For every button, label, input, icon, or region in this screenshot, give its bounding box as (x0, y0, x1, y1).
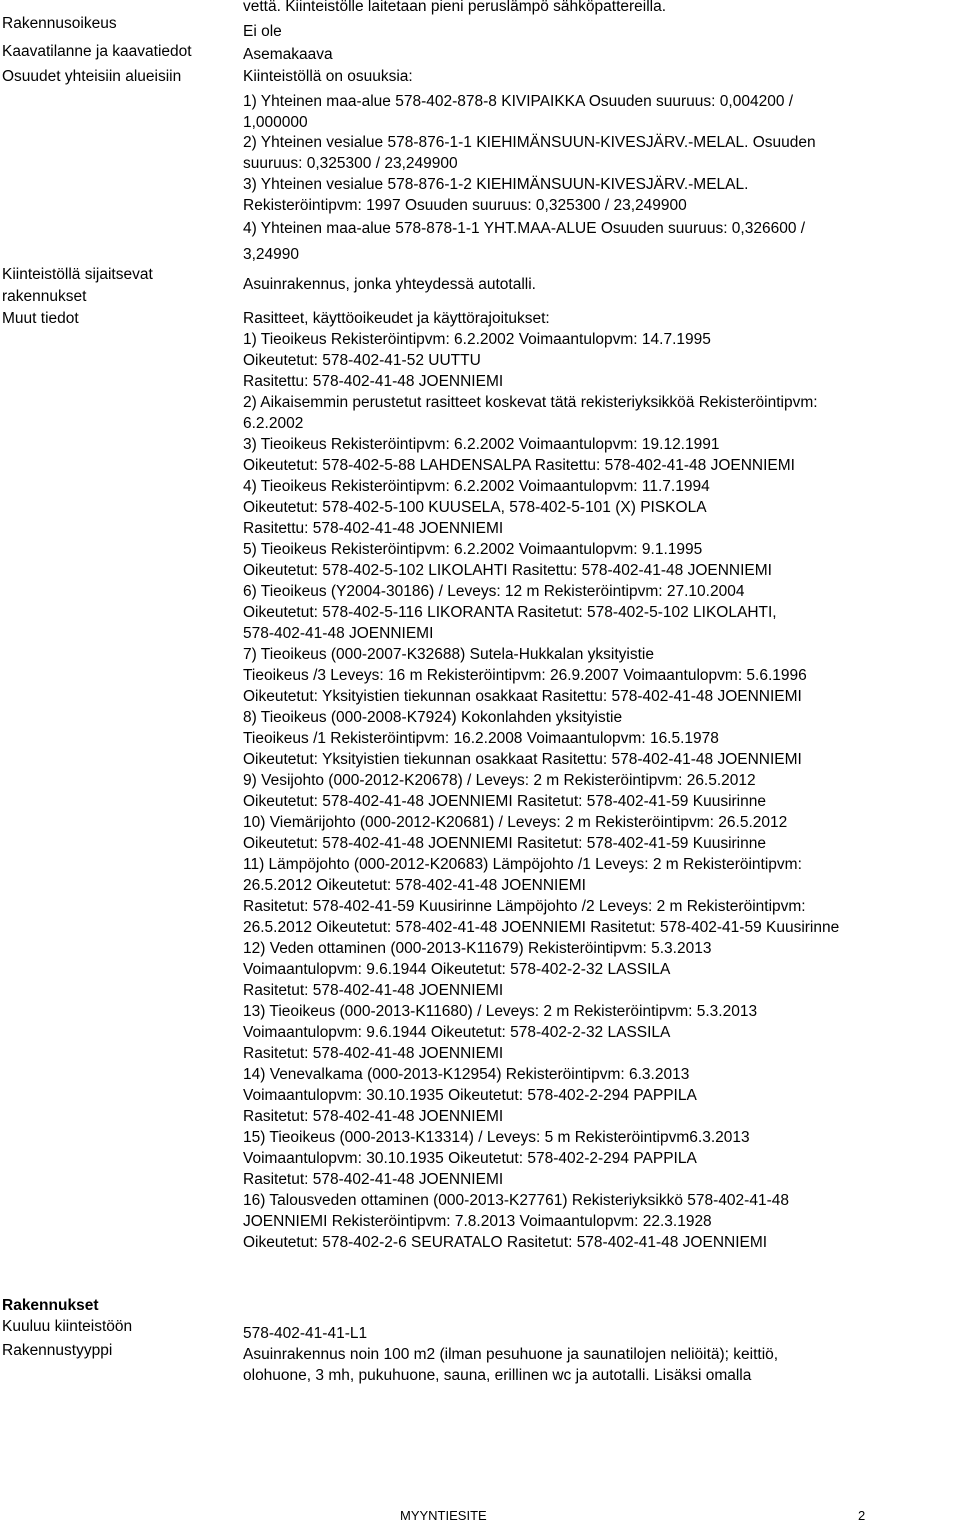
osuudet-line: 4) Yhteinen maa-alue 578-878-1-1 YHT.MAA-ALUE Osuuden suuruus: 0,326600 / (243, 220, 806, 237)
continuation-text: vettä. Kiinteistölle laitetaan pieni peruslämpö sähköpattereilla. (243, 0, 667, 15)
label-kuuluu-kiinteistoon: Kuuluu kiinteistöön (2, 1318, 133, 1335)
muut-line: 26.5.2012 Oikeutetut: 578-402-41-48 JOENNIEMI Rasitetut: 578-402-41-59 Kuusirinne (243, 919, 840, 936)
label-rakennustyyppi: Rakennustyyppi (2, 1342, 113, 1359)
muut-line: 5) Tieoikeus Rekisteröintipvm: 6.2.2002 Voimaantulopvm: 9.1.1995 (243, 541, 703, 558)
muut-line: Rasitettu: 578-402-41-48 JOENNIEMI (243, 373, 504, 390)
page-number: 2 (858, 1508, 866, 1523)
muut-line: Rasitteet, käyttöoikeudet ja käyttörajoitukset: (243, 310, 550, 327)
osuudet-line: Kiinteistöllä on osuuksia: (243, 68, 413, 85)
osuudet-line: 2) Yhteinen vesialue 578-876-1-1 KIEHIMÄNSUUN-KIVESJÄRV.-MELAL. Osuuden (243, 134, 816, 151)
muut-line: Tieoikeus /1 Rekisteröintipvm: 16.2.2008 Voimaantulopvm: 16.5.1978 (243, 730, 719, 747)
muut-line: 6.2.2002 (243, 415, 304, 432)
muut-line: Rasitetut: 578-402-41-48 JOENNIEMI (243, 1045, 504, 1062)
label-kaavatilanne: Kaavatilanne ja kaavatiedot (2, 43, 192, 60)
muut-line: 7) Tieoikeus (000-2007-K32688) Sutela-Hukkalan yksityistie (243, 646, 654, 663)
muut-line: Voimaantulopvm: 9.6.1944 Oikeutetut: 578-402-2-32 LASSILA (243, 961, 671, 978)
muut-line: 16) Talousveden ottaminen (000-2013-K27761) Rekisteriyksikkö 578-402-41-48 (243, 1192, 789, 1209)
value-kaavatilanne: Asemakaava (243, 46, 333, 63)
muut-line: Rasitetut: 578-402-41-48 JOENNIEMI (243, 1171, 504, 1188)
label-rakennusoikeus: Rakennusoikeus (2, 15, 117, 32)
muut-line: Rasitettu: 578-402-41-48 JOENNIEMI (243, 520, 504, 537)
muut-line: 4) Tieoikeus Rekisteröintipvm: 6.2.2002 Voimaantulopvm: 11.7.1994 (243, 478, 710, 495)
muut-line: 10) Viemärijohto (000-2012-K20681) / Leveys: 2 m Rekisteröintipvm: 26.5.2012 (243, 814, 788, 831)
muut-line: Oikeutetut: 578-402-41-48 JOENNIEMI Rasitetut: 578-402-41-59 Kuusirinne (243, 793, 766, 810)
muut-line: Oikeutetut: 578-402-5-88 LAHDENSALPA Rasitettu: 578-402-41-48 JOENNIEMI (243, 457, 795, 474)
muut-line: 2) Aikaisemmin perustetut rasitteet koskevat tätä rekisteriyksikköä Rekisteröintipvm: (243, 394, 818, 411)
label-osuudet: Osuudet yhteisiin alueisiin (2, 68, 182, 85)
muut-line: 8) Tieoikeus (000-2008-K7924) Kokonlahden yksityistie (243, 709, 623, 726)
osuudet-line: 1) Yhteinen maa-alue 578-402-878-8 KIVIPAIKKA Osuuden suuruus: 0,004200 / (243, 93, 794, 110)
rakennustyyppi-line: Asuinrakennus noin 100 m2 (ilman pesuhuone ja saunatilojen neliöitä); keittiö, (243, 1346, 779, 1363)
muut-line: JOENNIEMI Rekisteröintipvm: 7.8.2013 Voimaantulopvm: 22.3.1928 (243, 1213, 712, 1230)
footer-title: MYYNTIESITE (400, 1508, 487, 1523)
muut-line: Oikeutetut: 578-402-5-116 LIKORANTA Rasitetut: 578-402-5-102 LIKOLAHTI, (243, 604, 777, 621)
muut-line: 578-402-41-48 JOENNIEMI (243, 625, 434, 642)
value-rakennusoikeus: Ei ole (243, 23, 282, 40)
section-heading-rakennukset: Rakennukset (2, 1297, 99, 1314)
muut-line: 12) Veden ottaminen (000-2013-K11679) Rekisteröintipvm: 5.3.2013 (243, 940, 712, 957)
rakennustyyppi-line: olohuone, 3 mh, pukuhuone, sauna, erillinen wc ja autotalli. Lisäksi omalla (243, 1367, 752, 1384)
muut-line: Oikeutetut: 578-402-5-102 LIKOLAHTI Rasitettu: 578-402-41-48 JOENNIEMI (243, 562, 772, 579)
muut-line: 26.5.2012 Oikeutetut: 578-402-41-48 JOENNIEMI (243, 877, 586, 894)
muut-line: Voimaantulopvm: 30.10.1935 Oikeutetut: 578-402-2-294 PAPPILA (243, 1087, 697, 1104)
muut-line: Oikeutetut: 578-402-5-100 KUUSELA, 578-402-5-101 (X) PISKOLA (243, 499, 707, 516)
muut-line: 3) Tieoikeus Rekisteröintipvm: 6.2.2002 Voimaantulopvm: 19.12.1991 (243, 436, 720, 453)
osuudet-line: 3) Yhteinen vesialue 578-876-1-2 KIEHIMÄNSUUN-KIVESJÄRV.-MELAL. (243, 176, 749, 193)
muut-line: Oikeutetut: Yksityistien tiekunnan osakkaat Rasitettu: 578-402-41-48 JOENNIEMI (243, 688, 802, 705)
muut-line: Rasitetut: 578-402-41-48 JOENNIEMI (243, 982, 504, 999)
osuudet-line: Rekisteröintipvm: 1997 Osuuden suuruus: 0,325300 / 23,249900 (243, 197, 687, 214)
osuudet-line: 1,000000 (243, 114, 308, 131)
value-rakennukset: Asuinrakennus, jonka yhteydessä autotalli. (243, 276, 536, 293)
muut-line: 14) Venevalkama (000-2013-K12954) Rekisteröintipvm: 6.3.2013 (243, 1066, 690, 1083)
muut-line: Oikeutetut: 578-402-41-52 UUTTU (243, 352, 481, 369)
value-kuuluu-kiinteistoon: 578-402-41-41-L1 (243, 1325, 368, 1342)
muut-line: 1) Tieoikeus Rekisteröintipvm: 6.2.2002 Voimaantulopvm: 14.7.1995 (243, 331, 711, 348)
muut-line: Voimaantulopvm: 30.10.1935 Oikeutetut: 578-402-2-294 PAPPILA (243, 1150, 697, 1167)
muut-line: Oikeutetut: 578-402-41-48 JOENNIEMI Rasitetut: 578-402-41-59 Kuusirinne (243, 835, 766, 852)
label-rakennukset-line1: Kiinteistöllä sijaitsevat (2, 266, 153, 283)
muut-line: 15) Tieoikeus (000-2013-K13314) / Leveys: 5 m Rekisteröintipvm6.3.2013 (243, 1129, 750, 1146)
muut-line: Oikeutetut: Yksityistien tiekunnan osakkaat Rasitettu: 578-402-41-48 JOENNIEMI (243, 751, 802, 768)
label-muut-tiedot: Muut tiedot (2, 310, 79, 327)
muut-line: 6) Tieoikeus (Y2004-30186) / Leveys: 12 m Rekisteröintipvm: 27.10.2004 (243, 583, 745, 600)
osuudet-line: 3,24990 (243, 246, 300, 263)
label-rakennukset-line2: rakennukset (2, 288, 87, 305)
muut-line: Tieoikeus /3 Leveys: 16 m Rekisteröintipvm: 26.9.2007 Voimaantulopvm: 5.6.1996 (243, 667, 807, 684)
muut-line: 9) Vesijohto (000-2012-K20678) / Leveys: 2 m Rekisteröintipvm: 26.5.2012 (243, 772, 756, 789)
muut-line: Rasitetut: 578-402-41-59 Kuusirinne Lämpöjohto /2 Leveys: 2 m Rekisteröintipvm: (243, 898, 806, 915)
muut-line: Voimaantulopvm: 9.6.1944 Oikeutetut: 578-402-2-32 LASSILA (243, 1024, 671, 1041)
muut-line: Rasitetut: 578-402-41-48 JOENNIEMI (243, 1108, 504, 1125)
muut-line: Oikeutetut: 578-402-2-6 SEURATALO Rasitetut: 578-402-41-48 JOENNIEMI (243, 1234, 768, 1251)
muut-line: 11) Lämpöjohto (000-2012-K20683) Lämpöjohto /1 Leveys: 2 m Rekisteröintipvm: (243, 856, 802, 873)
muut-line: 13) Tieoikeus (000-2013-K11680) / Leveys: 2 m Rekisteröintipvm: 5.3.2013 (243, 1003, 758, 1020)
osuudet-line: suuruus: 0,325300 / 23,249900 (243, 155, 458, 172)
